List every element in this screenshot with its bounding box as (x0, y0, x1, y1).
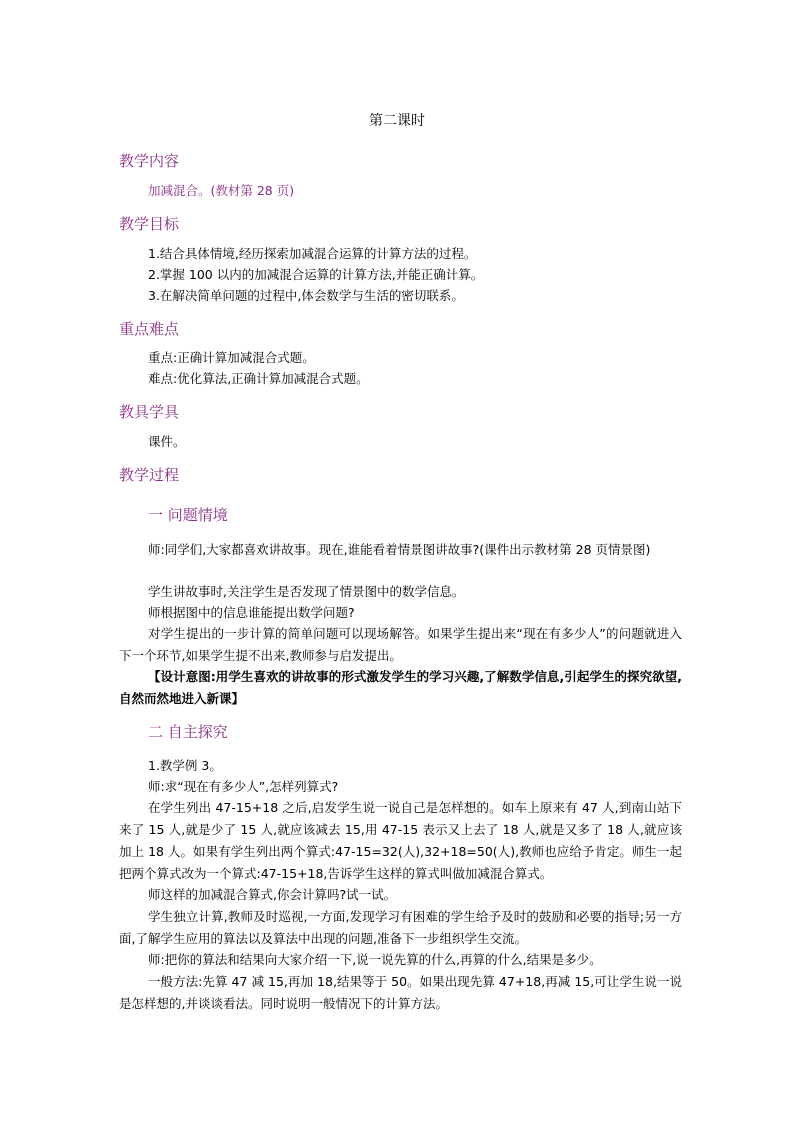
subheading-problem-situation: 一 问题情境 (148, 506, 228, 524)
goal-item-1: 1.结合具体情境,经历探索加减混合运算的计算方法的过程。 (148, 246, 477, 261)
heading-key-points: 重点难点 (119, 320, 180, 338)
process-paragraph: 对学生提出的一步计算的简单问题可以现场解答。如果学生提出来“现在有多少人”的问题就进入下一个环节,如果学生提不出来,教师参与启发提出。 (119, 626, 682, 663)
goal-item-2: 2.掌握 100 以内的加减混合运算的计算方法,并能正确计算。 (148, 267, 484, 282)
process-paragraph: 师根据图中的信息谁能提出数学问题? (148, 605, 355, 620)
heading-teaching-goals: 教学目标 (119, 215, 180, 233)
heading-teaching-tools: 教具学具 (119, 403, 180, 421)
process-paragraph: 师:求“现在有多少人”,怎样列算式? (148, 779, 339, 794)
process-paragraph: 师:把你的算法和结果向大家介绍一下,说一说先算的什么,再算的什么,结果是多少。 (148, 952, 602, 967)
process-paragraph: 师:同学们,大家都喜欢讲故事。现在,谁能看着情景图讲故事?(课件出示教材第 28 页情景图) (148, 542, 651, 557)
heading-teaching-content: 教学内容 (119, 152, 180, 170)
page-title: 第二课时 (369, 113, 425, 129)
process-paragraph: 师这样的加减混合算式,你会计算吗?试一试。 (148, 887, 397, 902)
subheading-self-exploration: 二 自主探究 (148, 723, 228, 741)
heading-teaching-process: 教学过程 (119, 466, 180, 484)
process-paragraph: 一般方法:先算 47 减 15,再加 18,结果等于 50。如果出现先算 47+18,再减 15,可让学生说一说是怎样想的,并谈谈看法。同时说明一般情况下的计算方法。 (119, 974, 682, 1011)
key-point-2: 难点:优化算法,正确计算加减混合式题。 (148, 371, 369, 386)
goal-item-3: 3.在解决简单问题的过程中,体会数学与生活的密切联系。 (148, 288, 464, 303)
process-paragraph: 1.教学例 3。 (148, 758, 222, 773)
process-paragraph: 学生独立计算,教师及时巡视,一方面,发现学习有困难的学生给予及时的鼓励和必要的指导;另一方面,了解学生应用的算法以及算法中出现的问题,准备下一步组织学生交流。 (119, 909, 682, 946)
key-point-1: 重点:正确计算加减混合式题。 (148, 350, 315, 365)
teaching-tools-text: 课件。 (148, 434, 186, 449)
design-intent-note: 【设计意图:用学生喜欢的讲故事的形式激发学生的学习兴趣,了解数学信息,引起学生的探究欲望,自然而然地进入新课】 (119, 669, 682, 706)
teaching-content-text: 加减混合。(教材第 28 页) (148, 183, 295, 198)
process-paragraph: 学生讲故事时,关注学生是否发现了情景图中的数学信息。 (148, 584, 465, 599)
process-paragraph: 在学生列出 47-15+18 之后,启发学生说一说自己是怎样想的。如车上原来有 47 人,到南山站下来了 15 人,就是少了 15 人,就应该减去 15,用 47-15 表示又上去了 18 人,就是又多了 18 人,就应该加上 18 人。如果有学生列出两个算式:47-15=32(人),32+18=50(人),教师也应给予肯定。师生一起把两个算式改为一个算式:47-15+18,告诉学生这样的算式叫做加减混合算式。 (119, 800, 682, 881)
